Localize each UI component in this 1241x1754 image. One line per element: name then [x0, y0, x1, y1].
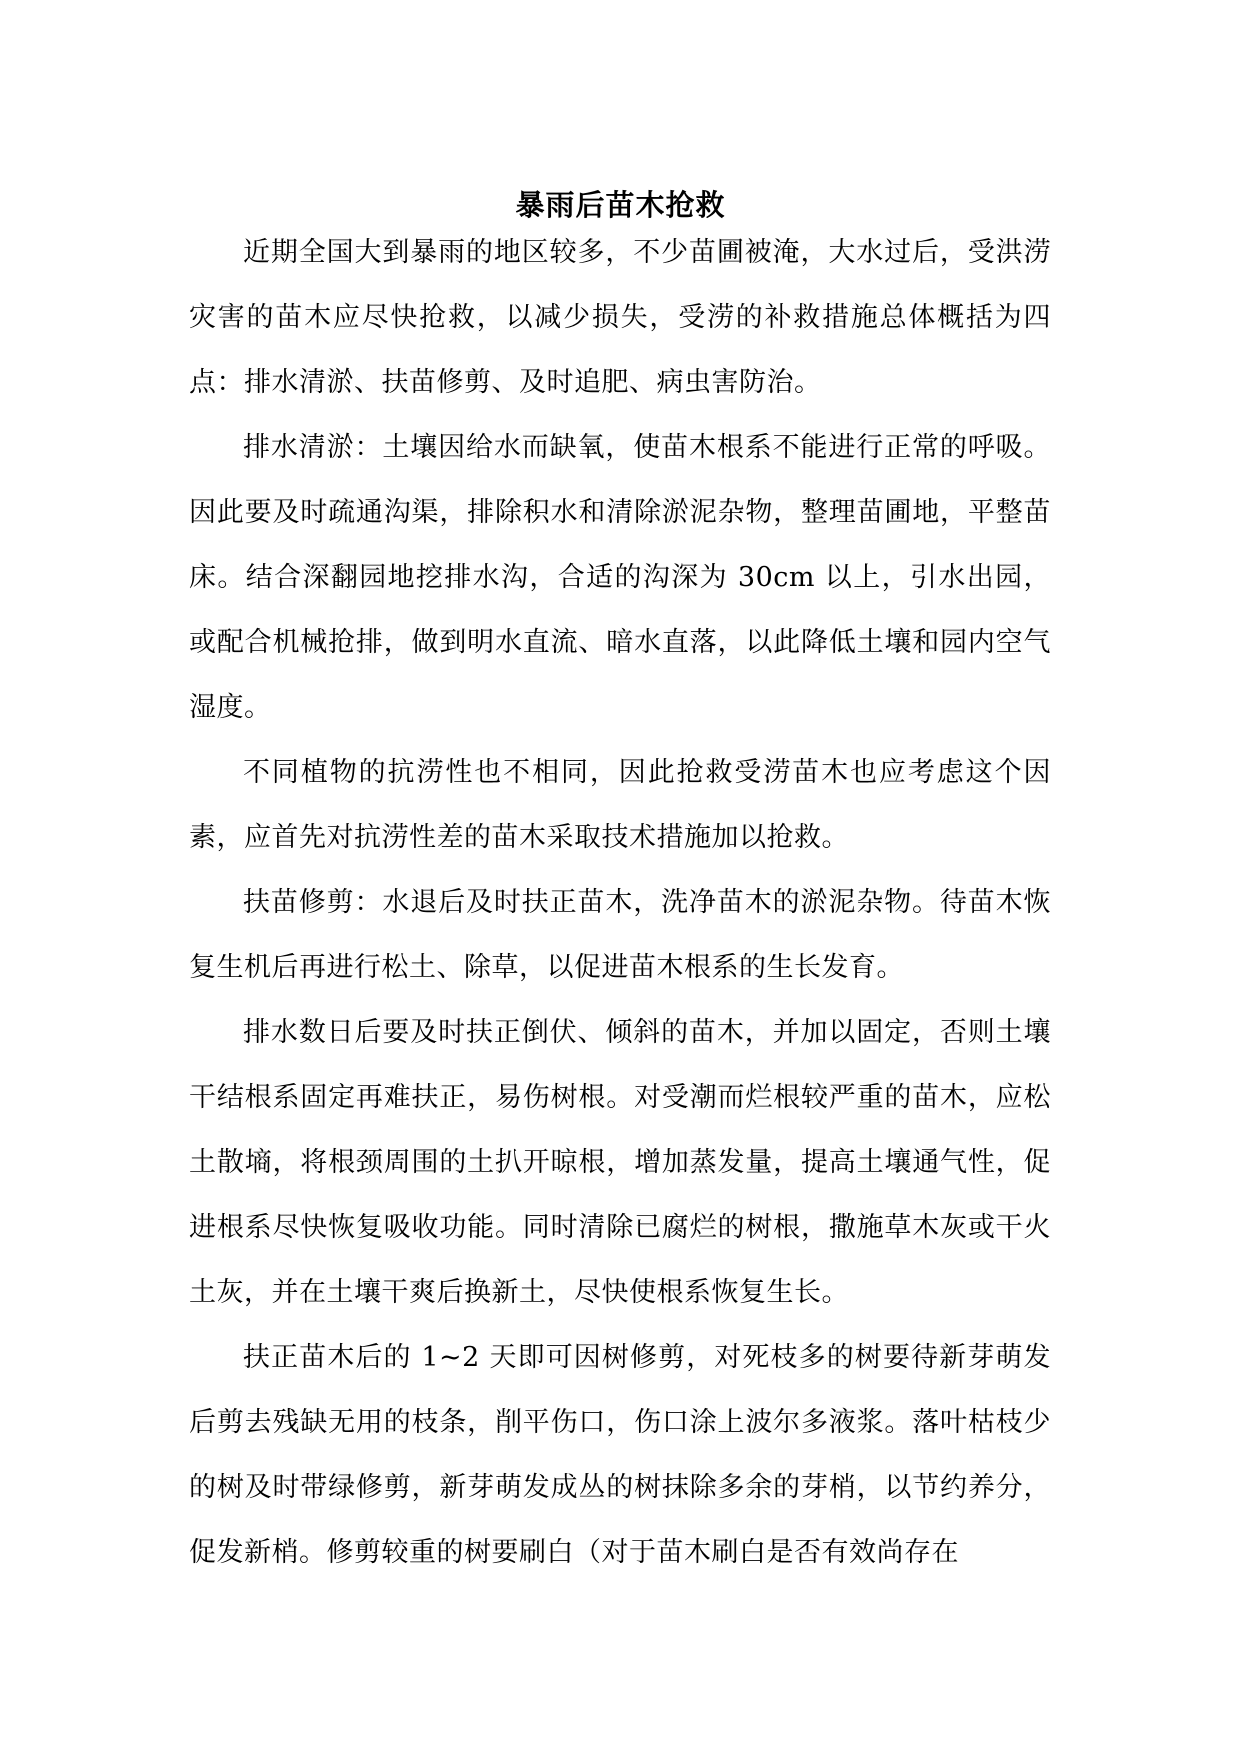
paragraph-pruning: 扶正苗木后的 1~2 天即可因树修剪，对死枝多的树要待新芽萌发后剪去残缺无用的枝条，削平伤口，伤口涂上波尔多液浆。落叶枯枝少的树及时带绿修剪，新芽萌发成丛的树抹除多余的芽梢，以节约养分，促发新梢。修剪较重的树要刷白（对于苗木刷白是否有效尚存在 [189, 1342, 1051, 1568]
document-body [189, 220, 1051, 1585]
paragraph-straighten-prune: 扶苗修剪：水退后及时扶正苗木，洗净苗木的淤泥杂物。待苗木恢复生机后再进行松土、除草，以促进苗木根系的生长发育。 [189, 887, 1051, 983]
paragraph-intro: 近期全国大到暴雨的地区较多，不少苗圃被淹，大水过后，受洪涝灾害的苗木应尽快抢救，以减少损失，受涝的补救措施总体概括为四点：排水清淤、扶苗修剪、及时追肥、病虫害防治。 [189, 237, 1051, 398]
document-title: 暴雨后苗木抢救 [515, 188, 726, 223]
paragraph-flood-tolerance: 不同植物的抗涝性也不相同，因此抢救受涝苗木也应考虑这个因素，应首先对抗涝性差的苗木采取技术措施加以抢救。 [189, 757, 1051, 853]
paragraph-root-care: 排水数日后要及时扶正倒伏、倾斜的苗木，并加以固定，否则土壤干结根系固定再难扶正，易伤树根。对受潮而烂根较严重的苗木，应松土散墒，将根颈周围的土扒开晾根，增加蒸发量，提高土壤通气性，促进根系尽快恢复吸收功能。同时清除已腐烂的树根，撒施草木灰或干火土灰，并在土壤干爽后换新土，尽快使根系恢复生长。 [189, 1017, 1051, 1308]
paragraph-drainage: 排水清淤：土壤因给水而缺氧，使苗木根系不能进行正常的呼吸。因此要及时疏通沟渠，排除积水和清除淤泥杂物，整理苗圃地，平整苗床。结合深翻园地挖排水沟，合适的沟深为 30cm 以上，引水出园，或配合机械抢排，做到明水直流、暗水直落，以此降低土壤和园内空气湿度。 [189, 432, 1051, 723]
